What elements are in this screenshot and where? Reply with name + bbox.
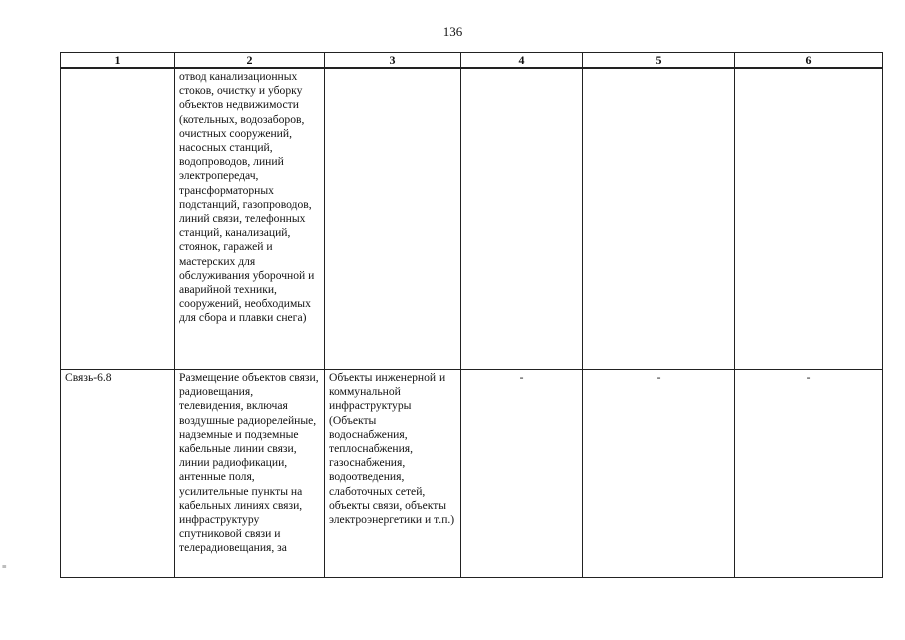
table-body — [61, 68, 883, 578]
column-header-2: 2 — [175, 53, 325, 69]
column-header-1: 1 — [61, 53, 175, 69]
margin-scan-mark: ≡ — [2, 562, 7, 571]
cell-col4 — [461, 68, 583, 370]
cell-col5 — [583, 68, 735, 370]
page-number: 136 — [442, 24, 463, 39]
header-row — [61, 53, 883, 69]
cell-col4: - — [461, 370, 583, 578]
column-header-4: 4 — [461, 53, 583, 69]
cell-code — [61, 68, 175, 370]
column-header-6: 6 — [735, 53, 883, 69]
cell-description: отвод канализационных стоков, очистку и уборку объектов недвижимости (котельных, водозаборов, очистных сооружений, насосных станций, водопроводов, линий электропередач, трансформаторных подстанций, газопроводов, линий связи, телефонных станций, канализаций, стоянок, гаражей и мастерских для обслуживания уборочной и аварийной техники, сооружений, необходимых для сбора и плавки снега) — [175, 68, 325, 370]
cell-col5: - — [583, 370, 735, 578]
cell-code: Связь-6.8 — [61, 370, 175, 578]
table-header — [61, 53, 883, 69]
cell-description: Размещение объектов связи, радиовещания, телевидения, включая воздушные радиорелейные, надземные и подземные кабельные линии связи, линии радиофикации, антенные поля, усилительные пункты на кабельных линиях связи, инфраструктуру спутниковой связи и телерадиовещания, за — [175, 370, 325, 578]
table-row — [61, 370, 883, 578]
column-header-5: 5 — [583, 53, 735, 69]
table-row — [61, 68, 883, 370]
regulations-table — [60, 52, 883, 578]
column-header-3: 3 — [325, 53, 461, 69]
cell-col6: - — [735, 370, 883, 578]
cell-permitted-objects — [325, 68, 461, 370]
cell-col6 — [735, 68, 883, 370]
cell-permitted-objects: Объекты инженерной и коммунальной инфраструктуры (Объекты водоснабжения, теплоснабжения, газоснабжения, водоотведения, слаботочных сетей, объекты связи, объекты электроэнергетики и т.п.) — [325, 370, 461, 578]
